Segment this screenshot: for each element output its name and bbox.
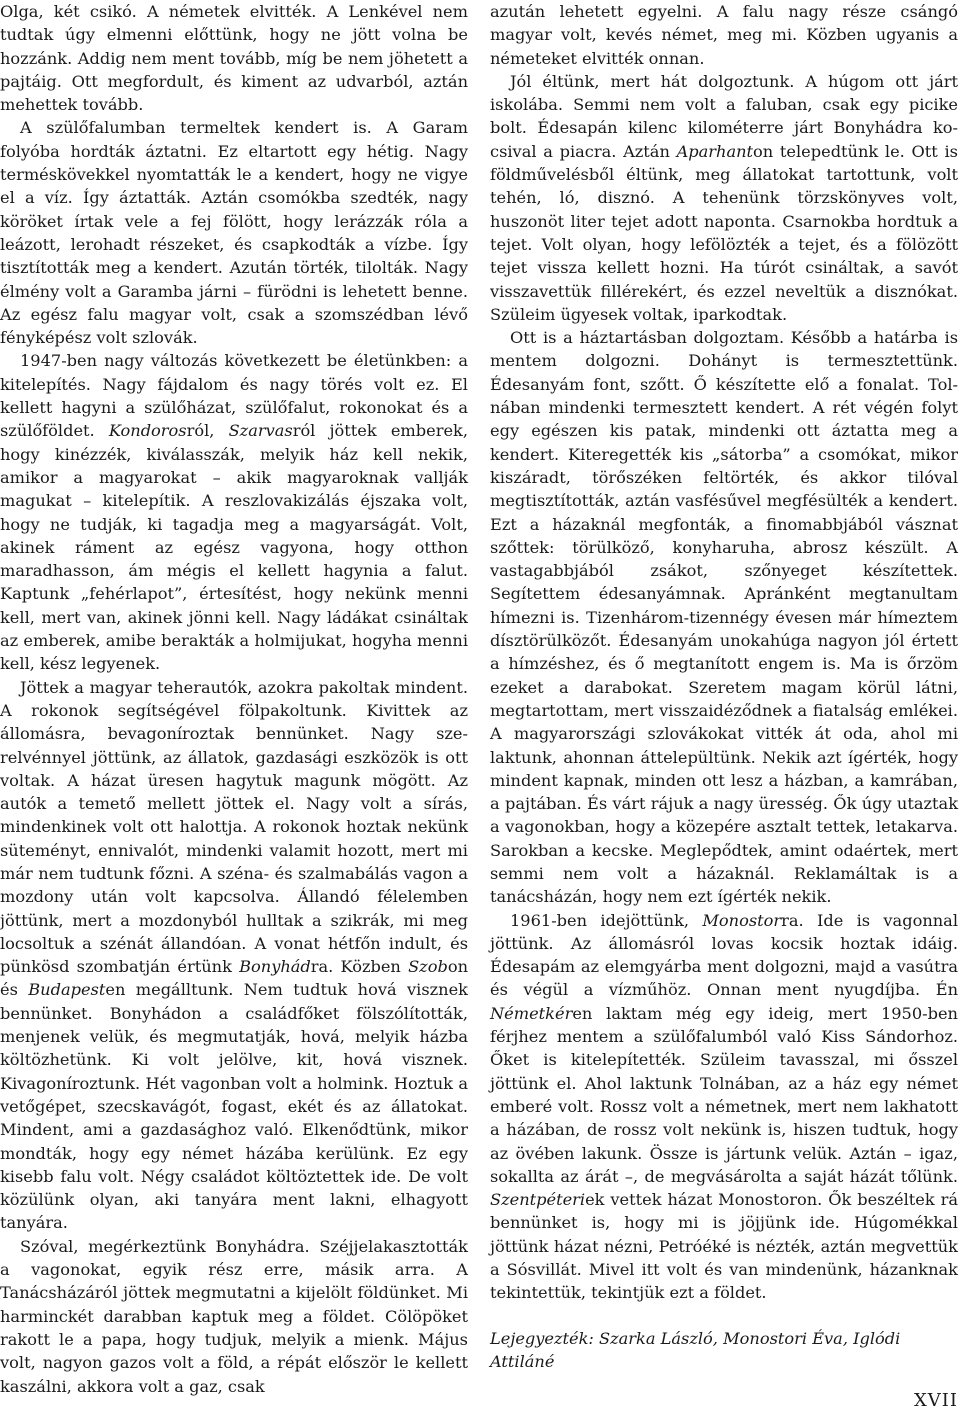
text-run: azután lehetett egyelni. A falu nagy része csángó magyar volt, kevés német, meg mi. Közben ugyanis a németeket elvitték onnan. bbox=[490, 2, 958, 68]
text-run: Jöttek a magyar teherautók, azokra pakoltak mindent. A rokonok segítségével fölpakoltunk. Kivittek az állomásra, bevagoníroztak bennünket. Nagy szerelvénnyel jöttünk, az állatok, gazdasági eszközök is ott voltak. A házat üresen hagytuk magunk mögött. Az autók a temető mellett jöttek el. Nagy volt a sírás, mindenkinek volt ott halottja. A rokonok hoztak nekünk süteményt, ennivalót, mindenki valamit hozott, mert mi már nem tudtunk főzni. A széna- és szalmabálás vagon a mozdony után volt kapcsolva. Állandó félelemben jöttünk, mert a mozdonyból hulltak a szikrák, mi meg locsoltuk a szénát állandóan. A vonat hétfőn indult, és pünkösd szombatján értünk bbox=[0, 677, 468, 977]
italic-place-name: Monostor bbox=[702, 910, 782, 930]
page-number: XVII bbox=[913, 1390, 958, 1411]
paragraph bbox=[490, 70, 958, 326]
paragraph bbox=[490, 0, 958, 70]
paragraph bbox=[0, 349, 468, 675]
italic-place-name: Szob bbox=[408, 957, 448, 977]
paragraph bbox=[0, 116, 468, 349]
text-run: on és bbox=[0, 957, 468, 1000]
text-run: Ott is a háztartásban dolgoztam. Később a határba is mentem dolgozni. Dohányt is termesztettünk. Édesanyám font, szőtt. Ő készítette elő a fonalat. Tolnában mindenki termesztett kendert. A rét végén folyt egy egészen kis patak, mindenki ott áztatta meg a kendert. Kiteregették kis „sátorba” a csomókat, mikor kiszáradt, törőszéken feltörték, és akkor tilóval megtisztították, aztán vasfésűvel megfésülték a kendert. Ezt a házaknál megfonták, a finomabbjából vásznat szőttek: törülköző, konyharuha, abrosz készült. A vastagabbjából zsákot, szőnyeget készítettek. Segítettem édesanyámnak. Apránként megtanultam hímezni is. Tizenhárom-tizennégy évesen már hímeztem dísztörülközőt. Édesanyám unokahúga nagyon jól értett a hímzéshez, és ő megtanított engem is. Ma is őrzöm ezeket a darabokat. Szeretem magam körül látni, megtartottam, mert visszaidéződnek a fiatalság emlékei. A magyarországi szlovákokat vitték át oda, ahol mi laktunk, ahonnan áttelepültünk. Nekik azt ígérték, hogy mindent kapnak, minden ott lesz a házban, a kamrában, a pajtában. És várt rájuk a nagy üresség. Ők úgy utaztak a vagonokban, hogy a közepére asztalt tettek, letakarva. Sarokban a kecske. Meglepődtek, amint odaértek, mert semmi nem volt a házaknál. Reklamáltak is a tanácsházán, hogy nem ezt ígérték nekik. bbox=[490, 328, 958, 907]
italic-place-name: Szarvas bbox=[228, 421, 293, 441]
right-column bbox=[490, 0, 958, 1373]
italic-place-name: Kondoros bbox=[108, 421, 187, 441]
paragraph bbox=[490, 326, 958, 908]
text-run: A szülőfalumban termeltek kendert is. A Garam folyóba hordták áztatni. Ez eltartott egy hétig. Nagy terméskövekkel nyomtatták le a kendert, hogy ne vigye el a víz. Így áztatták. Aztán csomókba szedték, nagy köröket írtak vele a fej fölött, hogy lerázzák róla a leázott, lerohadt részeket, és csapkodták a vízbe. Így tisztították meg a kendert. Azután törték, tilolták. Nagy élmény volt a Garamba járni – fürödni is lehetett benne. Az egész falu magyar volt, csak a szomszédban lévő fényképész volt szlovák. bbox=[0, 118, 468, 348]
text-run: ra. Ide is vagonnal jöttünk. Az állomásról lovas kocsik hoztak idáig. Édesapám az elemgyárba ment dolgozni, majd a vasútra és végül a vízműhöz. Onnan ment nyugdíjba. Én bbox=[490, 910, 958, 1000]
text-run: ra. Közben bbox=[310, 957, 409, 977]
italic-place-name: Németkér bbox=[490, 1003, 573, 1023]
text-run: ról, bbox=[186, 421, 229, 441]
left-column bbox=[0, 0, 468, 1398]
italic-place-name: Budapest bbox=[28, 980, 106, 1000]
text-run: Szóval, megérkeztünk Bonyhádra. Széjjelakasztották a vagonokat, egyik rész erre, másik arra. A Tanácsházáról jöttek megmutatni a kijelölt földünket. Mi harminckét darabban kaptuk meg a földet. Cölöpöket rakott le a papa, hogy tudjuk, melyik a mienk. Május volt, nagyon gazos volt a föld, a répát először le kellett kaszálni, akkora volt a gaz, csak bbox=[0, 1236, 468, 1396]
paragraph bbox=[0, 0, 468, 116]
text-run: on telepedtünk le. Ott is földművelésből éltünk, meg állatokat tartottunk, volt tehén, ló, disznó. A tehenünk törzskönyves volt, huszonöt liter tejet adott naponta. Csarnokba hordtuk a tejet. Volt olyan, hogy lefölözték a tejet, és a fölözött tejet vissza kellett hozni. Ha túrót csináltak, a savót visszavettük fillérekért, és ezzel neveltük a disznókat. Szüleim ügyesek voltak, iparkodtak. bbox=[490, 141, 958, 324]
paragraph bbox=[490, 909, 958, 1305]
text-run: en megálltunk. Nem tudtuk hová visznek bennünket. Bonyhádon a családfőket fölszólították, menjenek velük, és megmutatják, hová, melyik házba költözhetünk. Ki volt jelölve, kit, hová visznek. Kivagoníroztunk. Hét vagonban volt a holmink. Hoztuk a vetőgépet, szecskavágót, fogast, ekét és az állatokat. Mindent, ami a gazdasághoz való. Elkenődtünk, mikor mondták, hogy egy német házába kerülünk. Ez egy kisebb falu volt. Négy családot költöztettek ide. De volt közülünk olyan, aki tanyára ment lakni, elhagyott tanyára. bbox=[0, 980, 468, 1233]
paragraph bbox=[0, 676, 468, 1235]
text-run: ról jöttek emberek, hogy kinézzék, kiválasszák, melyik ház kell nekik, amikor a magyarokat – akik magyaroknak vallják magukat – kitelepítik. A reszlovakizálás éjszaka volt, hogy ne tudják, ki tagadja meg a magyarságát. Volt, akinek ráment az egész vagyona, hogy otthon maradhasson, ám mégis el kellett hagynia a falut. Kaptunk „fehérlapot”, értesítést, hogy nekünk menni kell, mert van, akinek jönni kell. Nagy ládákat csináltak az emberek, amibe berakták a holmijukat, hogyha menni kell, kész legyenek. bbox=[0, 421, 469, 674]
paragraph bbox=[0, 1235, 468, 1398]
italic-place-name: Bonyhád bbox=[239, 957, 311, 977]
text-run: ek vettek házat Monostoron. Ők beszéltek rá bennünket is, hogy mi is jöjjünk ide. Húgomékkal jöttünk házat nézni, Petróéké is nézték, aztán megvettük a Sósvillát. Mivel itt volt és van mindenünk, házanknak tekintettük, tekintjük ezt a földet. bbox=[490, 1190, 958, 1303]
text-run: 1947-ben nagy változás következett be életünkben: a kitelepítés. Nagy fájdalom és nagy törés volt ez. El kellett hagyni a szülőházat, szülőfalut, rokonokat és a szülőföldet. bbox=[0, 351, 468, 441]
text-run: en laktam még egy ideig, mert 1950-ben férjhez mentem a szülőfalumból való Kiss Sándorhoz. Őket is kitelepítették. Szüleim tavasszal, mi ősszel jöttünk el. Ahol laktunk Tolnában, az a ház egy német emberé volt. Rossz volt a németnek, mert nem lakhatott a házában, de rossz volt nekünk is, hiszen tudtuk, hogy az övében lakunk. Össze is jártunk velük. Aztán – igaz, sokallta az árát –, de megvásárolta a saját házát tőlünk. bbox=[490, 1003, 958, 1186]
text-run: 1961-ben idejöttünk, bbox=[510, 910, 703, 930]
italic-place-name: Aparhant bbox=[676, 141, 754, 161]
italic-place-name: Szentpéteri bbox=[490, 1190, 586, 1210]
text-run: Olga, két csikó. A németek elvitték. A Lenkével nem tudtak úgy elmenni előttünk, hogy ne jött volna be hozzánk. Addig nem ment tovább, míg be nem jöhetett a pajtáig. Ott megfordult, és kiment az udvarból, aztán mehettek tovább. bbox=[0, 2, 468, 115]
transcription-credit: Lejegyezték: Szarka László, Monostori Éva, Iglódi Attiláné bbox=[490, 1328, 901, 1371]
text-run: Jól éltünk, mert hát dolgoztunk. A húgom ott járt iskolába. Semmi nem volt a faluban, csak egy picike bolt. Édesapán kilenc kilométerre járt Bonyhádra kocsival a piacra. Aztán bbox=[490, 71, 958, 161]
